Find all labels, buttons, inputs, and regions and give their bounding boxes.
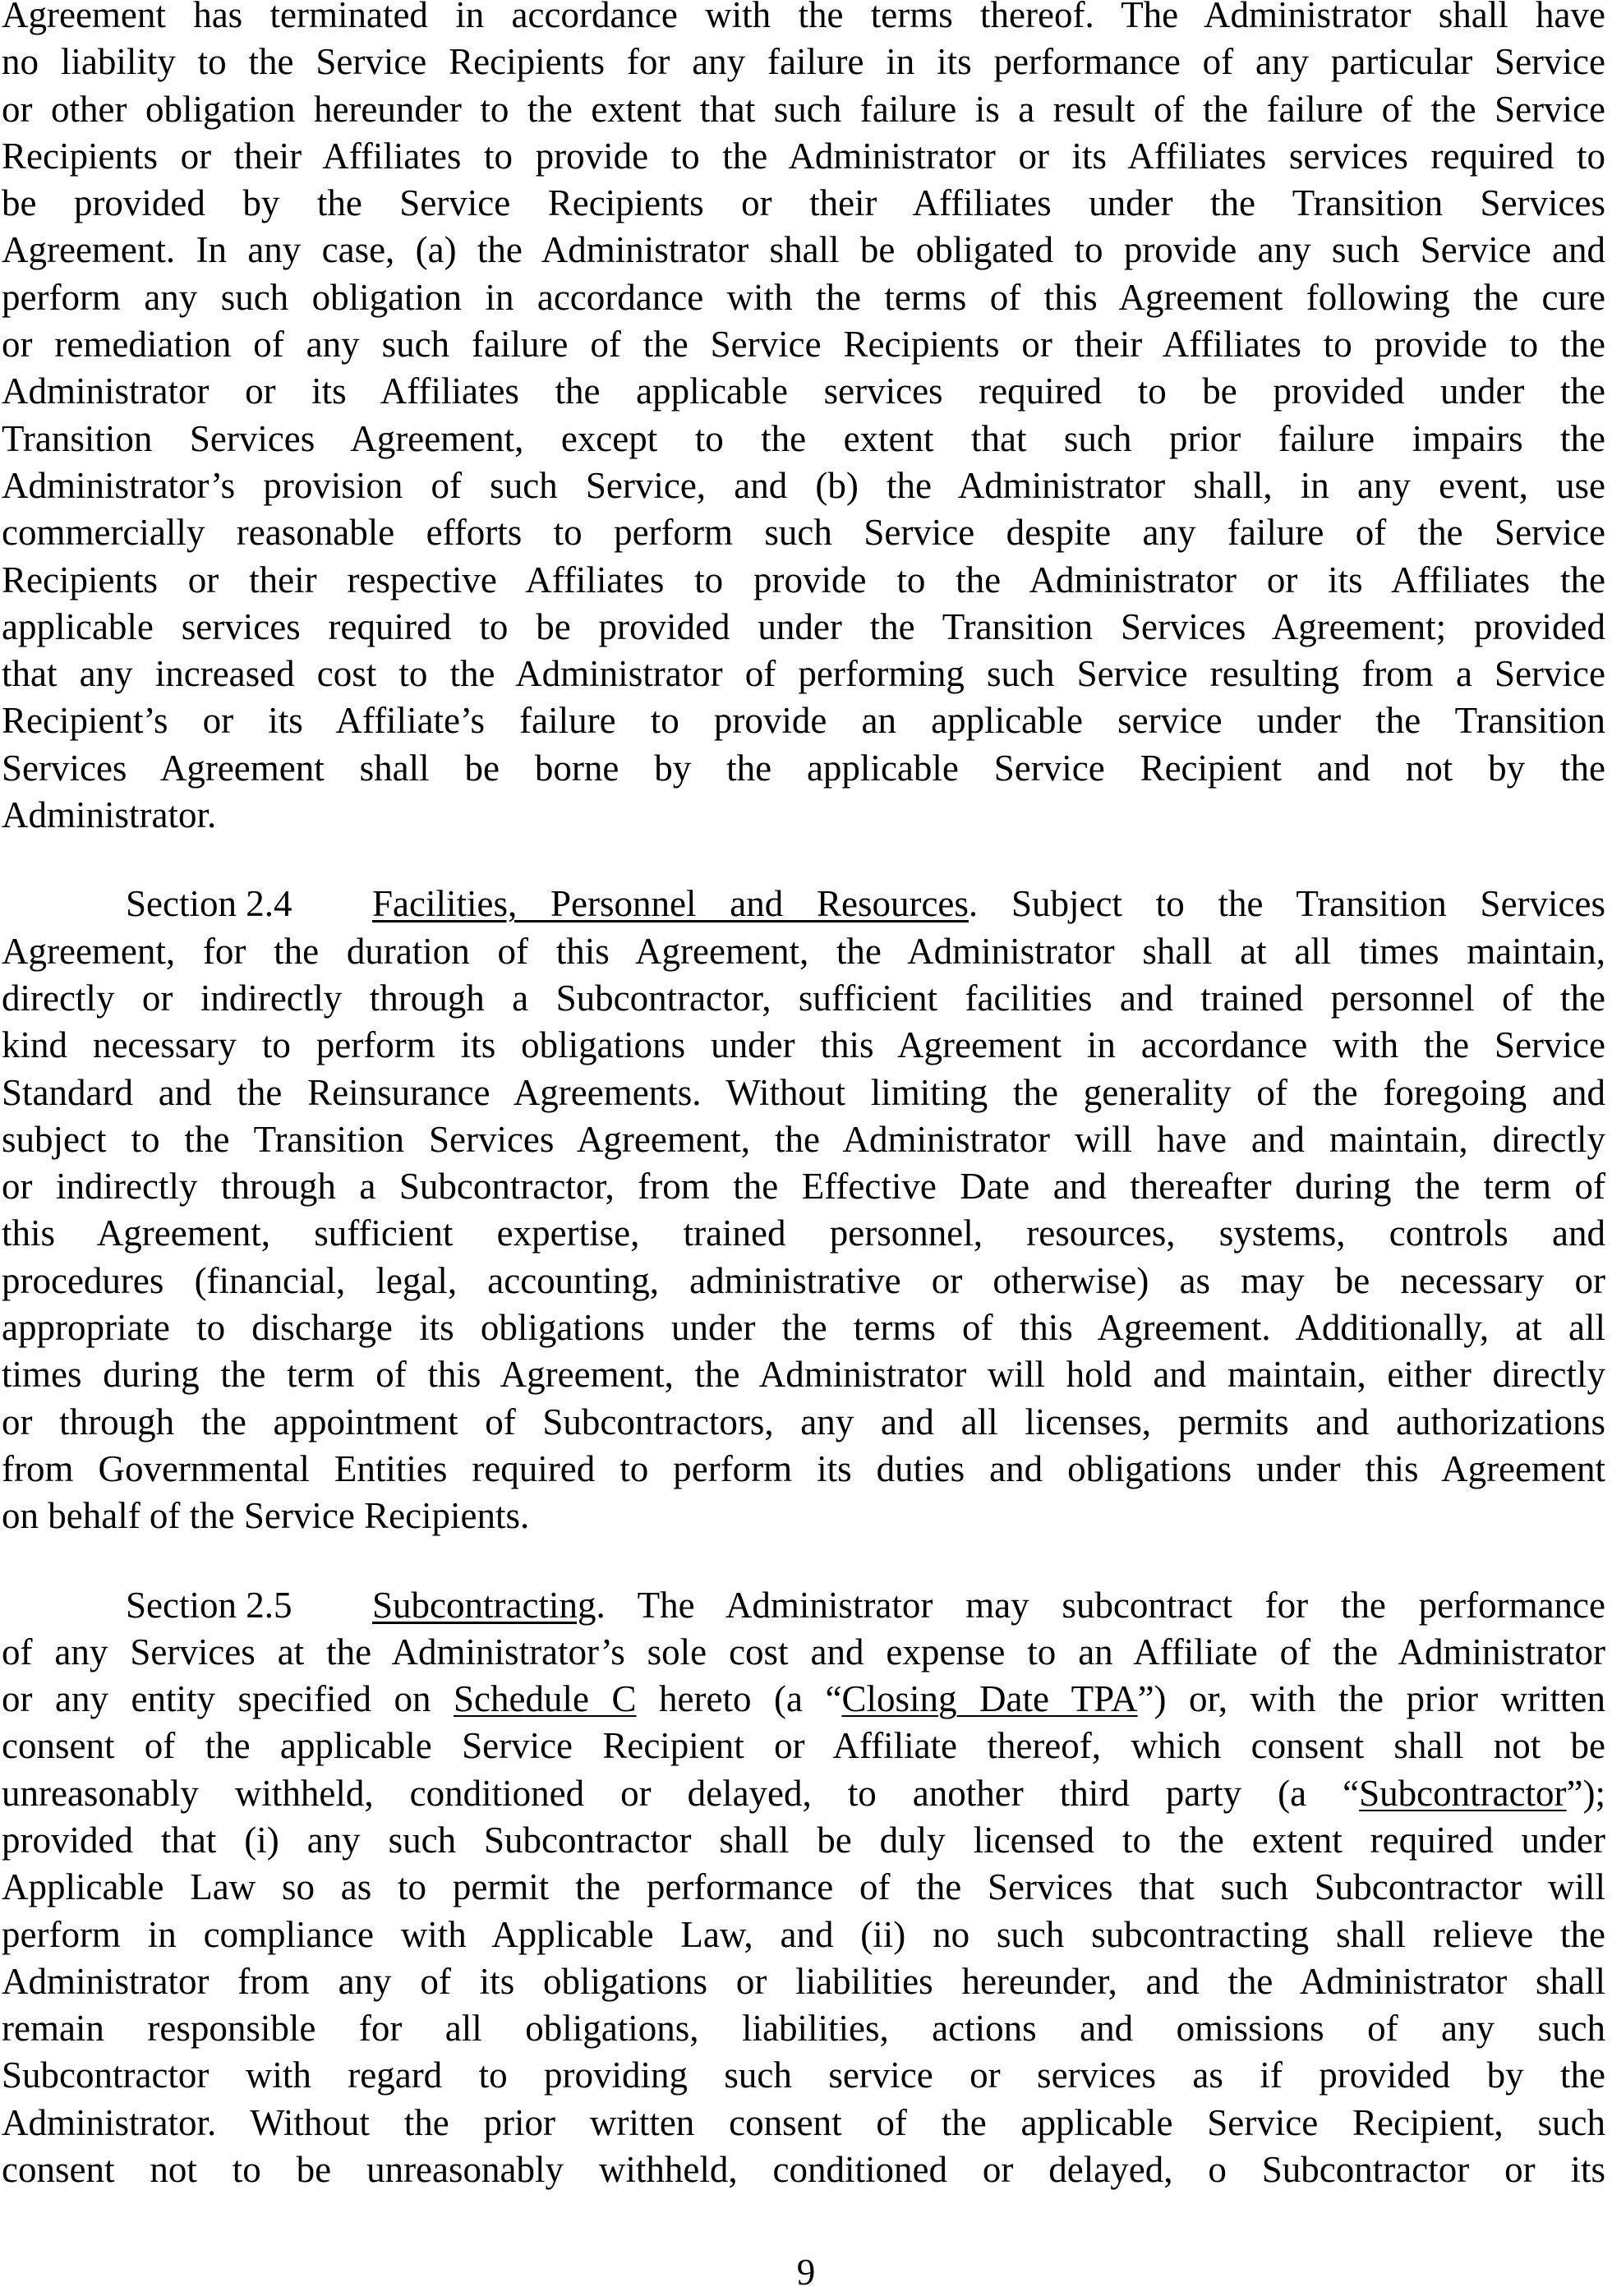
text-line: this Agreement, sufficient expertise, trained personnel, resources, systems, controls and	[2, 1212, 1605, 1254]
page-number: 9	[796, 2252, 816, 2293]
text-line	[2, 1676, 1605, 1723]
text-line: or other obligation hereunder to the extent that such failure is a result of the failure of the Service	[2, 88, 1605, 130]
document-page	[2, 0, 1605, 2235]
defined-term: Closing Date TPA	[841, 1678, 1138, 1720]
section-title: Facilities, Personnel and Resources	[372, 883, 969, 925]
text-line: commercially reasonable efforts to perform such Service despite any failure of the Service	[2, 512, 1605, 554]
text-line: Subcontractor with regard to providing such service or services as if provided by the	[2, 2054, 1605, 2096]
text-span: or any entity specified on	[2, 1678, 454, 1720]
text-span: ”) or, with the prior written	[1137, 1678, 1606, 1720]
text-line: be provided by the Service Recipients or their Affiliates under the Transition Services	[2, 182, 1605, 224]
text-line: subject to the Transition Services Agreement, the Administrator will have and maintain, directly	[2, 1118, 1605, 1160]
text-line: perform in compliance with Applicable Law, and (ii) no such subcontracting shall relieve the	[2, 1913, 1605, 1955]
text-line: Agreement has terminated in accordance with the terms thereof. The Administrator shall have	[2, 0, 1605, 35]
section-2-5	[2, 1582, 1605, 2194]
text-line: or through the appointment of Subcontractors, any and all licenses, permits and authorizations	[2, 1401, 1605, 1442]
section-2-4	[2, 881, 1605, 1539]
text-line: from Governmental Entities required to perform its duties and obligations under this Agreement	[2, 1447, 1605, 1489]
text-line: Applicable Law so as to permit the performance of the Services that such Subcontractor will	[2, 1866, 1605, 1908]
section-body	[2, 928, 1605, 1540]
text-line: that any increased cost to the Administrator of performing such Service resulting from a Service	[2, 653, 1605, 695]
text-line: procedures (financial, legal, accounting, administrative or otherwise) as may be necessary or	[2, 1259, 1605, 1301]
text-line: Standard and the Reinsurance Agreements. Without limiting the generality of the foregoing and	[2, 1071, 1605, 1113]
text-line: appropriate to discharge its obligations under the terms of this Agreement. Additionally, at all	[2, 1307, 1605, 1349]
text-line: Administrator’s provision of such Service, and (b) the Administrator shall, in any event, use	[2, 464, 1605, 506]
section-number: Section 2.4	[126, 883, 292, 925]
text-line: times during the term of this Agreement, the Administrator will hold and maintain, either directly	[2, 1354, 1605, 1396]
section-text: . Subject to the Transition Services	[968, 883, 1605, 925]
defined-term: Subcontractor	[1359, 1772, 1567, 1814]
text-span: ”);	[1566, 1772, 1605, 1814]
text-line: perform any such obligation in accordance with the terms of this Agreement following the cure	[2, 276, 1605, 318]
text-line	[2, 1770, 1605, 1817]
text-line: kind necessary to perform its obligations under this Agreement in accordance with the Service	[2, 1024, 1605, 1066]
text-line: provided that (i) any such Subcontractor shall be duly licensed to the extent required under	[2, 1819, 1605, 1861]
text-line: consent of the applicable Service Recipient or Affiliate thereof, which consent shall not be	[2, 1725, 1605, 1767]
text-line: Administrator from any of its obligations or liabilities hereunder, and the Administrator shall	[2, 1960, 1605, 2002]
text-line: consent not to be unreasonably withheld, conditioned or delayed, o Subcontractor or its	[2, 2149, 1605, 2191]
text-line: Transition Services Agreement, except to the extent that such prior failure impairs the	[2, 417, 1605, 459]
text-line: or indirectly through a Subcontractor, from the Effective Date and thereafter during the term of	[2, 1166, 1605, 1208]
text-span: hereto (a “	[636, 1678, 842, 1720]
text-line: Recipient’s or its Affiliate’s failure to provide an applicable service under the Transition	[2, 700, 1605, 742]
text-line: applicable services required to be provided under the Transition Services Agreement; provided	[2, 605, 1605, 647]
text-line: on behalf of the Service Recipients.	[2, 1495, 530, 1537]
schedule-reference: Schedule C	[454, 1678, 637, 1720]
text-line: no liability to the Service Recipients for any failure in its performance of any particular Service	[2, 41, 1605, 83]
paragraph-continuation	[2, 0, 1605, 839]
section-heading-line	[2, 881, 1605, 927]
text-line: remain responsible for all obligations, liabilities, actions and omissions of any such	[2, 2008, 1605, 2050]
section-number: Section 2.5	[126, 1584, 292, 1626]
text-line: of any Services at the Administrator’s sole cost and expense to an Affiliate of the Administrator	[2, 1631, 1605, 1673]
section-body	[2, 1817, 1605, 2193]
text-line: Recipients or their Affiliates to provide to the Administrator or its Affiliates services required to	[2, 135, 1605, 177]
text-line: Agreement, for the duration of this Agreement, the Administrator shall at all times maintain,	[2, 930, 1605, 972]
text-line: Administrator.	[2, 794, 217, 836]
text-span: unreasonably withheld, conditioned or delayed, to another third party (a “	[2, 1772, 1360, 1814]
text-line: Services Agreement shall be borne by the applicable Service Recipient and not by the	[2, 747, 1605, 789]
text-line: directly or indirectly through a Subcontractor, sufficient facilities and trained personnel of the	[2, 977, 1605, 1019]
section-heading-line	[2, 1582, 1605, 1629]
section-text: . The Administrator may subcontract for the performance	[596, 1584, 1605, 1626]
text-line: Administrator. Without the prior written consent of the applicable Service Recipient, such	[2, 2101, 1605, 2143]
text-line: or remediation of any such failure of the Service Recipients or their Affiliates to provide to the	[2, 324, 1605, 366]
section-title: Subcontracting	[372, 1584, 596, 1626]
text-line: Administrator or its Affiliates the applicable services required to be provided under the	[2, 370, 1605, 412]
text-line: Agreement. In any case, (a) the Administrator shall be obligated to provide any such Service and	[2, 229, 1605, 271]
text-line: Recipients or their respective Affiliates to provide to the Administrator or its Affiliates the	[2, 559, 1605, 600]
